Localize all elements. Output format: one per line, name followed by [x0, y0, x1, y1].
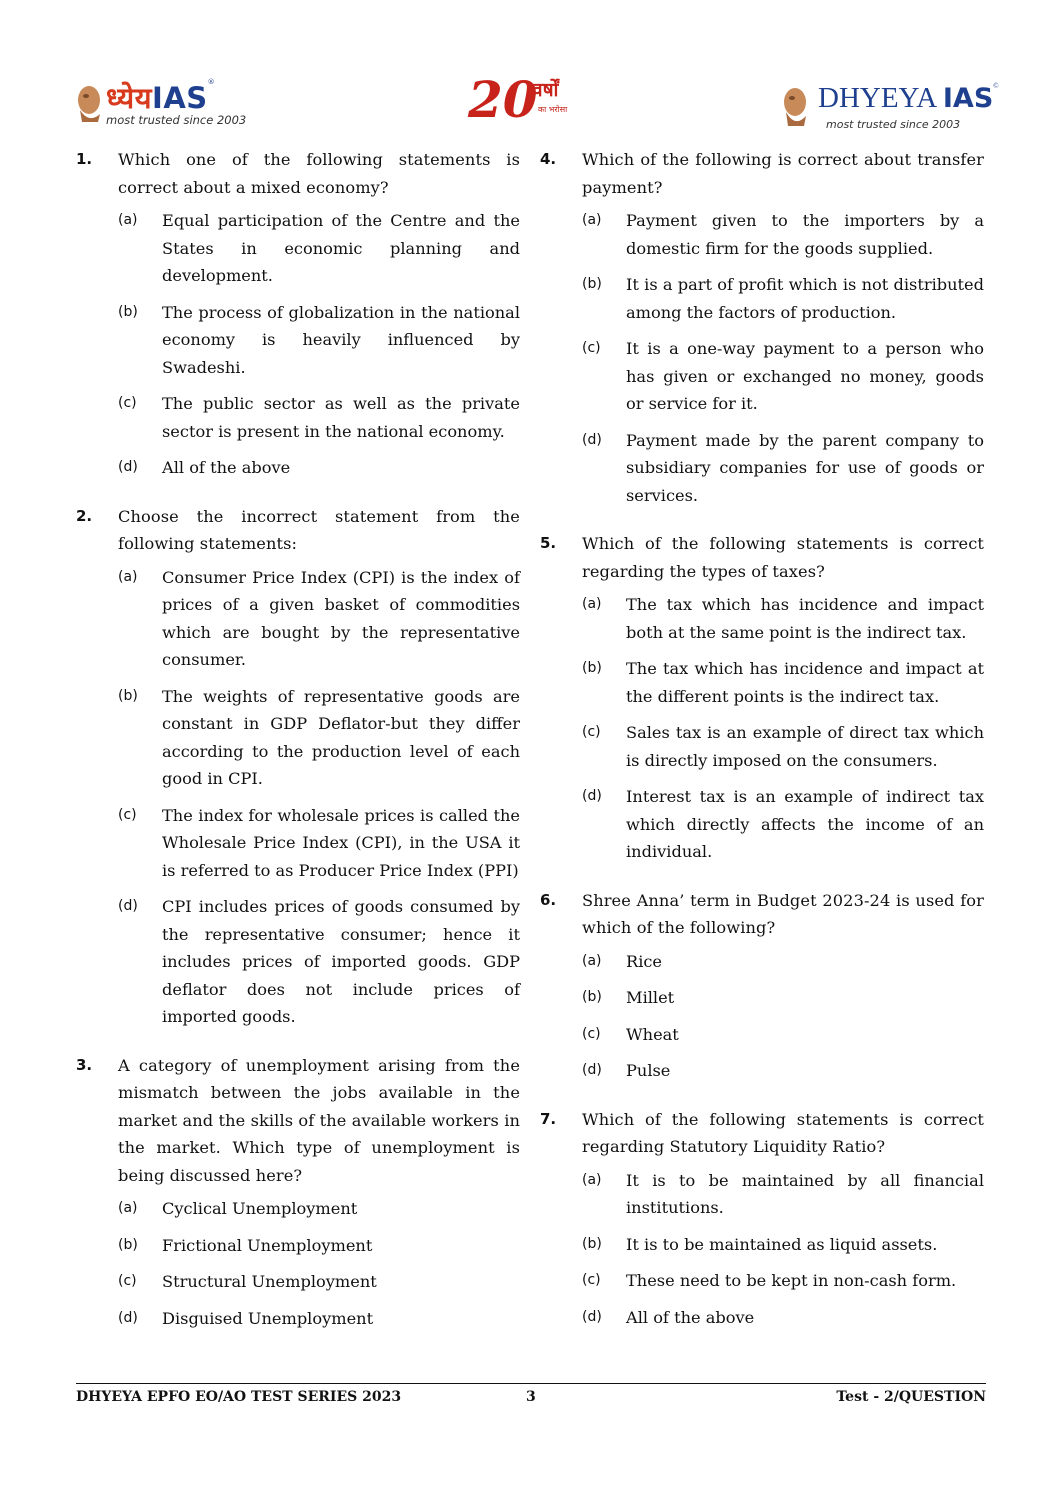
- option-text: Interest tax is an example of indirect tax which directly affects the income of an individual.: [626, 787, 984, 861]
- question-text: Which one of the following statements is correct about a mixed economy?: [118, 150, 520, 197]
- question-body: [118, 503, 520, 1040]
- option-list: [582, 591, 984, 866]
- option-item: [582, 783, 984, 866]
- option-item: [118, 802, 520, 885]
- page-header: [0, 0, 1058, 140]
- option-item: [118, 1232, 520, 1260]
- option-text: Structural Unemployment: [162, 1272, 377, 1291]
- question-body: [582, 530, 984, 875]
- option-label: (a): [582, 212, 602, 228]
- option-text: The tax which has incidence and impact both at the same point is the indirect tax.: [626, 595, 984, 642]
- dhyeya-ias-hindi-logo: [72, 78, 282, 134]
- question-item: [76, 1052, 520, 1342]
- option-item: [118, 683, 520, 793]
- option-item: [118, 299, 520, 382]
- option-item: [582, 1231, 984, 1259]
- option-label: (d): [118, 898, 138, 914]
- question-item: [540, 1106, 984, 1341]
- option-label: (a): [582, 596, 602, 612]
- twenty-years-emblem: [468, 70, 588, 132]
- option-label: (c): [118, 395, 137, 411]
- option-label: (a): [118, 568, 138, 585]
- option-text: Disguised Unemployment: [162, 1308, 374, 1328]
- page-footer: [76, 1383, 986, 1414]
- option-item: [118, 1268, 520, 1296]
- question-body: [582, 887, 984, 1094]
- option-text: CPI includes prices of goods consumed by the representative consumer; hence it includes prices of imported goods. GDP deflator does not include prices of imported goods.: [162, 897, 520, 1026]
- option-text: The tax which has incidence and impact at the different points is the indirect tax.: [626, 659, 984, 706]
- question-item: [76, 503, 520, 1040]
- question-number: 6.: [540, 890, 557, 909]
- option-text: The weights of representative goods are constant in GDP Deflator-but they differ according to the production level of each good in CPI.: [162, 686, 520, 788]
- option-text: It is to be maintained by all financial institutions.: [626, 1170, 984, 1217]
- logo-tagline: most trusted since 2003: [826, 118, 961, 131]
- option-text: It is a part of profit which is not distributed among the factors of production.: [626, 275, 984, 322]
- option-label: (c): [118, 1273, 137, 1289]
- dhyeya-ias-english-logo: [778, 80, 999, 132]
- option-text: The process of globalization in the national economy is heavily influenced by Swadeshi.: [162, 302, 520, 377]
- footer-test-label: Test - 2/QUESTION: [836, 1389, 986, 1405]
- question-body: [582, 1106, 984, 1341]
- option-item: [582, 1167, 984, 1222]
- question-item: [540, 887, 984, 1094]
- option-text: Cyclical Unemployment: [162, 1199, 358, 1218]
- option-item: [118, 390, 520, 445]
- option-text: Frictional Unemployment: [162, 1235, 373, 1255]
- thinker-head-icon: [778, 82, 812, 128]
- option-item: [118, 1195, 520, 1223]
- logo-tagline: most trusted since 2003: [106, 113, 247, 127]
- option-text: Wheat: [626, 1024, 679, 1044]
- option-label: (c): [582, 724, 601, 740]
- option-label: (a): [582, 952, 602, 969]
- option-list: [582, 207, 984, 509]
- option-label: (c): [118, 806, 137, 823]
- question-item: [540, 530, 984, 875]
- option-label: (a): [118, 212, 138, 228]
- option-label: (b): [582, 989, 602, 1005]
- option-text: Pulse: [626, 1061, 671, 1080]
- option-item: [582, 984, 984, 1012]
- question-number: 2.: [76, 506, 93, 525]
- option-item: [118, 893, 520, 1031]
- option-item: [118, 564, 520, 674]
- question-number: 1.: [76, 150, 93, 168]
- question-text: Which of the following statements is correct regarding Statutory Liquidity Ratio?: [582, 1109, 984, 1156]
- option-text: It is a one-way payment to a person who has given or exchanged no money, goods or service for it.: [626, 339, 984, 413]
- option-list: [582, 948, 984, 1085]
- option-label: (b): [118, 303, 138, 320]
- question-item: [540, 146, 984, 518]
- question-number: 4.: [540, 150, 557, 168]
- question-text: Choose the incorrect statement from the following statements:: [118, 506, 520, 553]
- option-item: [582, 1021, 984, 1049]
- footer-series-title: DHYEYA EPFO EO/AO TEST SERIES 2023: [76, 1389, 402, 1405]
- option-text: Payment given to the importers by a domestic firm for the goods supplied.: [626, 211, 984, 258]
- question-text: Which of the following is correct about transfer payment?: [582, 150, 984, 197]
- right-column: [540, 146, 984, 1352]
- option-label: (d): [118, 1309, 138, 1326]
- option-text: All of the above: [626, 1307, 755, 1327]
- option-text: The public sector as well as the private sector is present in the national economy.: [162, 394, 520, 441]
- option-item: [582, 655, 984, 710]
- logo-wordmark: DHYEYA IAS©: [818, 82, 999, 114]
- logo-wordmark: ध्येयIAS®: [106, 78, 216, 115]
- option-text: Equal participation of the Centre and the States in economic planning and development.: [162, 211, 520, 285]
- option-item: [582, 1267, 984, 1295]
- option-item: [582, 1057, 984, 1085]
- option-text: Payment made by the parent company to subsidiary companies for use of goods or services.: [626, 430, 984, 505]
- option-text: Sales tax is an example of direct tax which is directly imposed on the consumers.: [626, 723, 984, 770]
- emblem-number: 20: [468, 70, 538, 129]
- thinker-head-icon: [72, 80, 106, 124]
- option-label: (b): [582, 276, 602, 292]
- option-label: (d): [582, 1062, 602, 1078]
- option-text: The index for wholesale prices is called the Wholesale Price Index (CPI), in the USA it is referred to as Producer Price Index (PPI): [162, 805, 520, 880]
- option-text: All of the above: [162, 458, 291, 477]
- option-text: Rice: [626, 951, 663, 971]
- option-item: [582, 948, 984, 976]
- page-number: 3: [526, 1389, 536, 1405]
- option-item: [582, 427, 984, 510]
- option-item: [582, 207, 984, 262]
- option-label: (d): [118, 459, 138, 475]
- option-list: [118, 1195, 520, 1332]
- question-item: [76, 146, 520, 491]
- option-label: (b): [582, 660, 602, 676]
- option-list: [582, 1167, 984, 1332]
- option-label: (a): [582, 1171, 602, 1188]
- question-text: A category of unemployment arising from the mismatch between the jobs available in the market and the skills of the available workers in the market. Which type of unemployment is being discussed here?: [118, 1055, 520, 1185]
- question-body: [118, 1052, 520, 1342]
- option-label: (c): [582, 1272, 601, 1288]
- option-item: [582, 1304, 984, 1332]
- option-label: (d): [582, 1308, 602, 1325]
- option-item: [582, 591, 984, 646]
- option-label: (b): [118, 687, 138, 704]
- left-column: [76, 146, 520, 1353]
- option-item: [118, 1305, 520, 1333]
- emblem-word: वर्षों: [532, 79, 559, 101]
- option-list: [118, 207, 520, 482]
- question-number: 3.: [76, 1055, 93, 1074]
- option-label: (d): [582, 431, 602, 448]
- option-item: [582, 719, 984, 774]
- question-body: [582, 146, 984, 518]
- question-body: [118, 146, 520, 491]
- emblem-subword: का भरोसा: [538, 105, 568, 114]
- question-text: Which of the following statements is correct regarding the types of taxes?: [582, 534, 984, 581]
- option-label: (a): [118, 1200, 138, 1216]
- option-text: It is to be maintained as liquid assets.: [626, 1234, 938, 1254]
- question-number: 5.: [540, 534, 557, 552]
- option-label: (d): [582, 788, 602, 804]
- option-list: [118, 564, 520, 1031]
- option-label: (c): [582, 1025, 601, 1042]
- option-item: [582, 271, 984, 326]
- option-item: [582, 335, 984, 418]
- option-label: (b): [118, 1236, 138, 1253]
- option-item: [118, 207, 520, 290]
- option-label: (c): [582, 340, 601, 356]
- question-number: 7.: [540, 1109, 557, 1128]
- question-text: Shree Anna’ term in Budget 2023-24 is used for which of the following?: [582, 890, 984, 937]
- option-text: Consumer Price Index (CPI) is the index of prices of a given basket of commodities which are bought by the representative consumer.: [162, 567, 520, 669]
- option-item: [118, 454, 520, 482]
- option-text: Millet: [626, 988, 675, 1007]
- option-text: These need to be kept in non-cash form.: [626, 1271, 957, 1290]
- option-label: (b): [582, 1235, 602, 1252]
